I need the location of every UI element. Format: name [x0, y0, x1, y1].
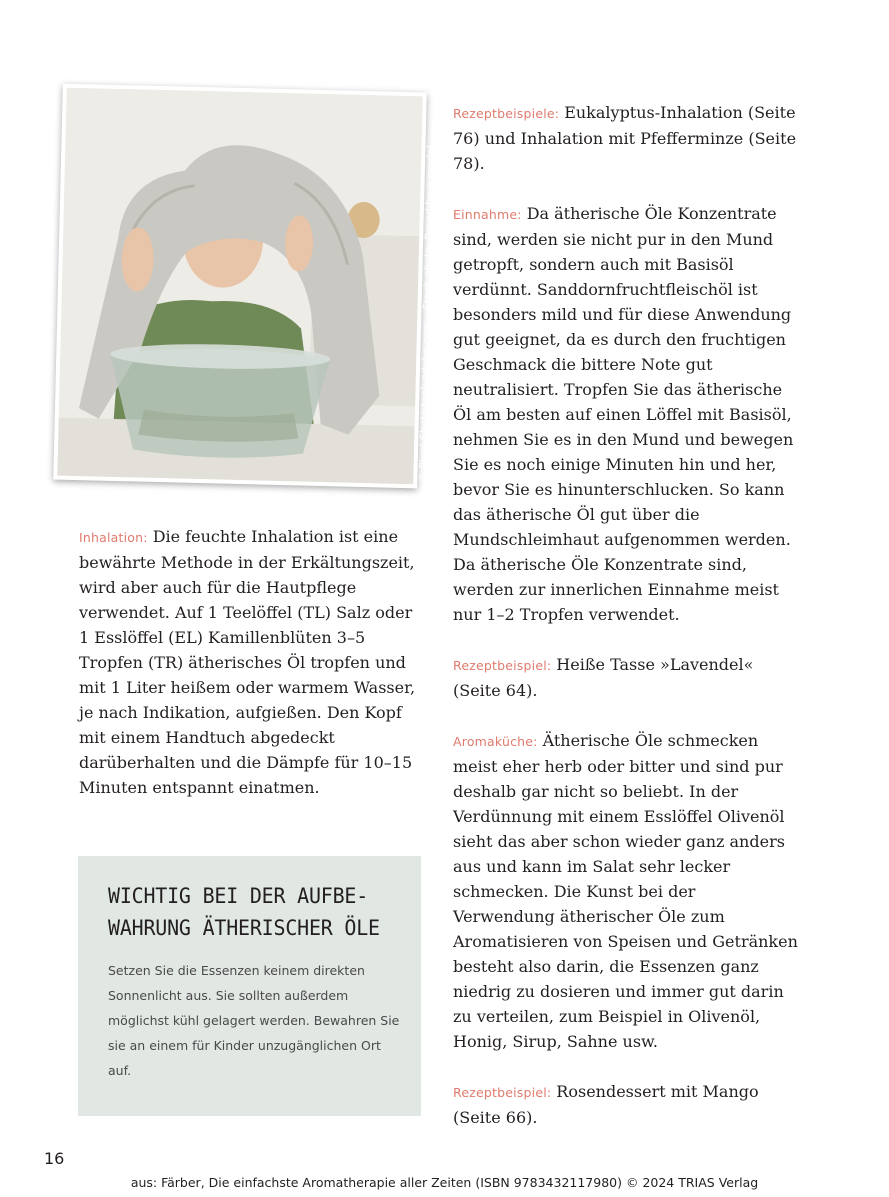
rezeptbeispiel-rosen-text: Rosendessert mit Mango (Seite 66).	[453, 1082, 759, 1127]
rezeptbeispiel-lavendel-paragraph	[453, 652, 798, 703]
infobox-text: Setzen Sie die Essenzen keinem direkten Sonnenlicht aus. Sie sollten außerdem möglichst kühl gelagert werden. Bewahren Sie sie an einem für Kinder unzugänglichen Ort auf.	[108, 963, 400, 1078]
photo-credit: © Pixel-Shot/stock.adobe.com - Stock photo. Posed by a model	[417, 144, 438, 483]
inhalation-paragraph	[79, 524, 424, 800]
inhalation-label: Inhalation:	[79, 530, 148, 545]
aromakueche-paragraph	[453, 728, 798, 1054]
rezeptbeispiele-label: Rezeptbeispiele:	[453, 106, 560, 121]
infobox-title-line-1: WICHTIG BEI DER AUFBE-	[108, 884, 369, 908]
inhalation-text: Die feuchte Inhalation ist eine bewährte Methode in der Erkältungszeit, wird aber auch für die Hautpflege verwendet. Auf 1 Teelöffel (TL) Salz oder 1 Esslöffel (EL) Kamillenblüten 3–5 Tropfen (TR) ätherisches Öl tropfen und mit 1 Liter heißem oder warmem Wasser, je nach Indikation, aufgießen. Den Kopf mit einem Handtuch abgedeckt darüberhalten und die Dämpfe für 10–15 Minuten entspannt einatmen.	[79, 527, 416, 797]
rezeptbeispiel-rosen-label: Rezeptbeispiel:	[453, 1085, 552, 1100]
rezeptbeispiele-text: Eukalyptus-Inhalation (Seite 76) und Inhalation mit Pfefferminze (Seite 78).	[453, 103, 797, 173]
photo-image	[57, 88, 422, 485]
storage-infobox	[78, 856, 421, 1116]
rezeptbeispiel-lavendel-text: Heiße Tasse »Lavendel« (Seite 64).	[453, 655, 754, 700]
rezeptbeispiel-rosen-paragraph	[453, 1079, 798, 1130]
page-number: 16	[44, 1149, 65, 1168]
einnahme-paragraph	[453, 201, 798, 627]
aromakueche-text: Ätherische Öle schmecken meist eher herb oder bitter und sind pur deshalb gar nicht so beliebt. In der Verdünnung mit einem Esslöffel Olivenöl sieht das aber schon wieder ganz anders aus und kann im Salat sehr lecker schmecken. Die Kunst bei der Verwendung ätherischer Öle zum Aromatisieren von Speisen und Getränken besteht also darin, die Essenzen ganz niedrig zu dosieren und immer gut darin zu verteilen, zum Beispiel in Olivenöl, Honig, Sirup, Sahne usw.	[453, 731, 798, 1051]
photo-illustration	[57, 88, 422, 485]
inhalation-photo	[53, 84, 438, 489]
source-footer: aus: Färber, Die einfachste Aromatherapie aller Zeiten (ISBN 9783432117980) © 2024 TRIAS Verlag	[130, 1175, 759, 1190]
infobox-title	[108, 880, 393, 944]
aromakueche-label: Aromaküche:	[453, 734, 538, 749]
infobox-title-line-2: WAHRUNG ÄTHERISCHER ÖLE	[108, 916, 380, 940]
einnahme-label: Einnahme:	[453, 207, 522, 222]
left-column	[79, 524, 424, 800]
right-column	[453, 100, 798, 1155]
rezeptbeispiel-lavendel-label: Rezeptbeispiel:	[453, 658, 552, 673]
rezeptbeispiele-paragraph	[453, 100, 798, 176]
einnahme-text: Da ätherische Öle Konzentrate sind, werden sie nicht pur in den Mund getropft, sondern auch mit Basisöl verdünnt. Sanddornfruchtfleischöl ist besonders mild und für diese Anwendung gut geeignet, da es durch den fruchtigen Geschmack die bittere Note gut neutralisiert. Tropfen Sie das ätherische Öl am besten auf einen Löffel mit Basisöl, nehmen Sie es in den Mund und bewegen Sie es noch einige Minuten hin und her, bevor Sie es hinunterschlucken. So kann das ätherische Öl gut über die Mundschleimhaut aufgenommen werden. Da ätherische Öle Konzentrate sind, werden zur innerlichen Einnahme meist nur 1–2 Tropfen verwendet.	[453, 204, 794, 624]
